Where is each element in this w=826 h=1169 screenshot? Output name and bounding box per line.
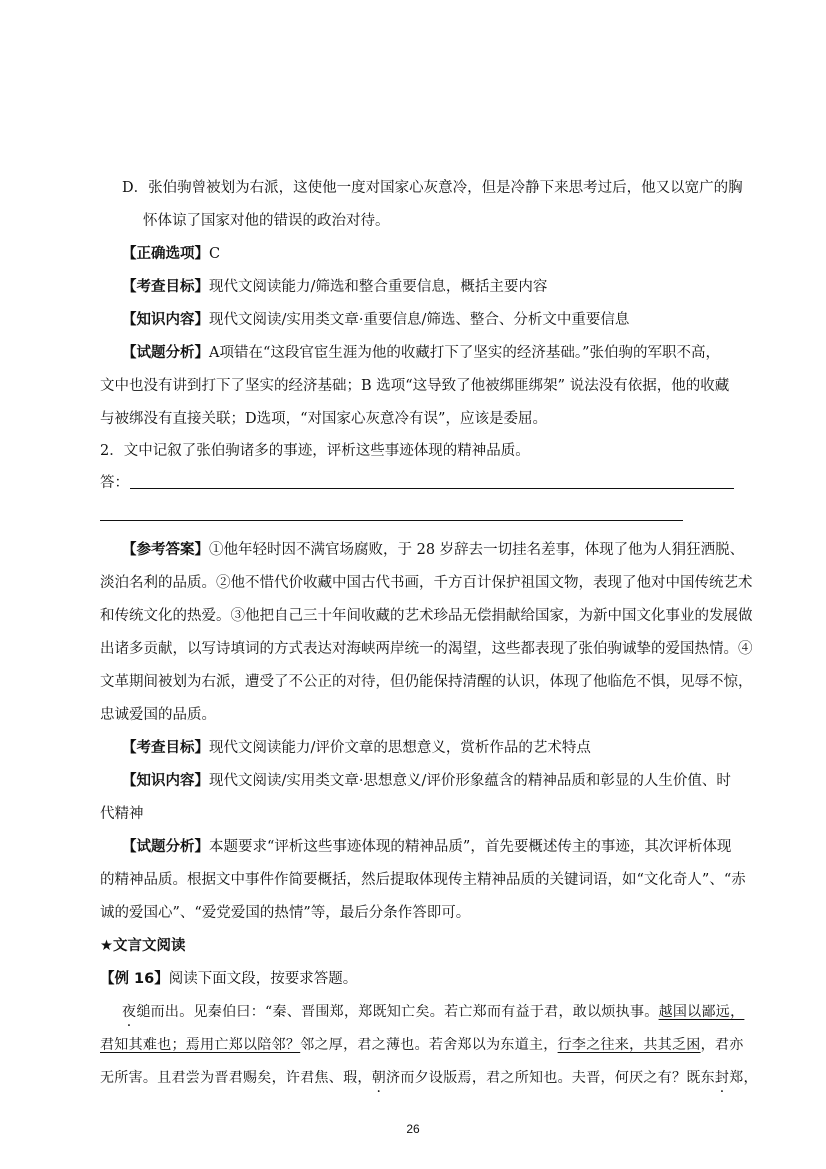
dotted-char-feng: 封 [714, 1070, 730, 1086]
q2-ref-line-4: 出诸多贡献，以写诗填词的方式表达对海峡两岸统一的渴望，这些都表现了张伯驹诚挚的爱国热情。④ [100, 641, 753, 657]
q1-analysis-text-1: A项错在“这段官宦生涯为他的收藏打下了坚实的经济基础。”张伯驹的军职不高， [209, 345, 721, 361]
section-title: ★文言文阅读 [100, 938, 186, 954]
q2-analysis-line-2: 的精神品质。根据文中事件作简要概括，然后提取体现传主精神品质的关键词语，如“文化奇人”、“赤 [100, 872, 746, 888]
q2-knowledge-label: 【知识内容】 [122, 773, 209, 789]
q2-ref-label: 【参考答案】 [122, 542, 209, 558]
q2-answer-prefix: 答： [100, 475, 129, 491]
dotted-char-ye: 夜 [122, 1004, 137, 1020]
q1-goal-text: 现代文阅读能力/筛选和整合重要信息，概括主要内容 [209, 279, 548, 295]
q1-knowledge [122, 310, 782, 330]
underlined-phrase-2: 君知其难也；焉用亡郑以陪邻？ [100, 1037, 301, 1053]
q1-answer-label: 【正确选项】 [122, 246, 209, 262]
q2-ref-line-1 [122, 540, 782, 560]
classical-text-3a: 无所害。且君尝为晋君赐矣，许君焦、瑕， [100, 1070, 372, 1086]
option-d-line-1: D．张伯驹曾被划为右派，这使他一度对国家心灰意冷，但是冷静下来思考过后，他又以宽广的胸 [122, 180, 743, 196]
classical-text-3b: 济而夕设版焉，君之所知也。夫晋，何厌之有？既东 [386, 1070, 715, 1086]
q1-knowledge-label: 【知识内容】 [122, 312, 209, 328]
answer-blank-line-2[interactable] [100, 520, 683, 521]
q2-analysis-line-1 [122, 837, 782, 857]
q2-knowledge-line-2: 代精神 [100, 806, 144, 822]
classical-text-3c: 郑， [729, 1070, 758, 1086]
classical-line-3 [100, 1068, 760, 1088]
q2-knowledge-line-1 [122, 771, 782, 791]
classical-text-1: 缒而出。见秦伯曰：“秦、晋围郑，郑既知亡矣。若亡郑而有益于君，敢以烦执事。 [136, 1004, 659, 1020]
example-heading [100, 969, 760, 989]
answer-blank-line-1[interactable] [130, 488, 734, 489]
q1-goal [122, 277, 782, 297]
example-text: 阅读下面文段，按要求答题。 [168, 971, 358, 987]
page-number: 26 [406, 1122, 420, 1136]
classical-text-2b: ，君亦 [700, 1037, 744, 1053]
q1-goal-label: 【考查目标】 [122, 279, 209, 295]
underlined-phrase-1: 越国以鄙远， [658, 1004, 745, 1020]
q1-analysis-label: 【试题分析】 [122, 345, 209, 361]
q2-ref-line-3: 和传统文化的热爱。③他把自己三十年间收藏的艺术珍品无偿捐献给国家，为新中国文化事业的发展做 [100, 608, 753, 624]
q2-analysis-label: 【试题分析】 [122, 839, 209, 855]
q2-analysis-line-3: 诚的爱国心”、“爱党爱国的热情”等，最后分条作答即可。 [100, 905, 471, 921]
q2-analysis-text-1: 本题要求“评析这些事迹体现的精神品质”，首先要概述传主的事迹，其次评析体现 [209, 839, 732, 855]
q2-ref-line-2: 淡泊名利的品质。②他不惜代价收藏中国古代书画，千方百计保护祖国文物，表现了他对中国传统艺术 [100, 575, 753, 591]
example-label: 【例 16】 [100, 971, 169, 987]
classical-line-2 [100, 1035, 760, 1055]
classical-line-1 [122, 1002, 782, 1022]
q2-ref-line-6: 忠诚爱国的品质。 [100, 707, 216, 723]
q2-ref-text-1: ①他年轻时因不满官场腐败，于 28 岁辞去一切挂名差事，体现了他为人狷狂洒脱、 [209, 542, 745, 558]
q2-knowledge-text-1: 现代文阅读/实用类文章·思想意义/评价形象蕴含的精神品质和彰显的人生价值、时 [209, 773, 731, 789]
q1-analysis-line-2: 文中也没有讲到打下了坚实的经济基础；B 选项“这导致了他被绑匪绑架” 说法没有依据，他的收藏 [100, 378, 730, 394]
classical-text-2: 邻之厚，君之薄也。若舍郑以为东道主， [300, 1037, 558, 1053]
q2-question: 2．文中记叙了张伯驹诸多的事迹，评析这些事迹体现的精神品质。 [100, 443, 530, 459]
underlined-phrase-3: 行李之往来，共其乏困 [557, 1037, 701, 1053]
q2-ref-line-5: 文革期间被划为右派，遭受了不公正的对待，但仍能保持清醒的认识，体现了他临危不惧，见辱不惊， [100, 674, 753, 690]
q2-goal-label: 【考查目标】 [122, 740, 209, 756]
q1-answer-value: C [209, 246, 221, 262]
q1-analysis-line-1 [122, 343, 782, 363]
q2-goal-text: 现代文阅读能力/评价文章的思想意义，赏析作品的艺术特点 [209, 740, 591, 756]
q1-answer [122, 244, 782, 264]
q1-analysis-line-3: 与被绑没有直接关联；D选项，“对国家心灰意冷有误”，应该是委屈。 [100, 411, 547, 427]
q2-goal [122, 738, 782, 758]
option-d-line-2: 怀体谅了国家对他的错误的政治对待。 [143, 213, 390, 229]
q1-knowledge-text: 现代文阅读/实用类文章·重要信息/筛选、整合、分析文中重要信息 [209, 312, 630, 328]
dotted-char-zhao: 朝 [371, 1070, 387, 1086]
